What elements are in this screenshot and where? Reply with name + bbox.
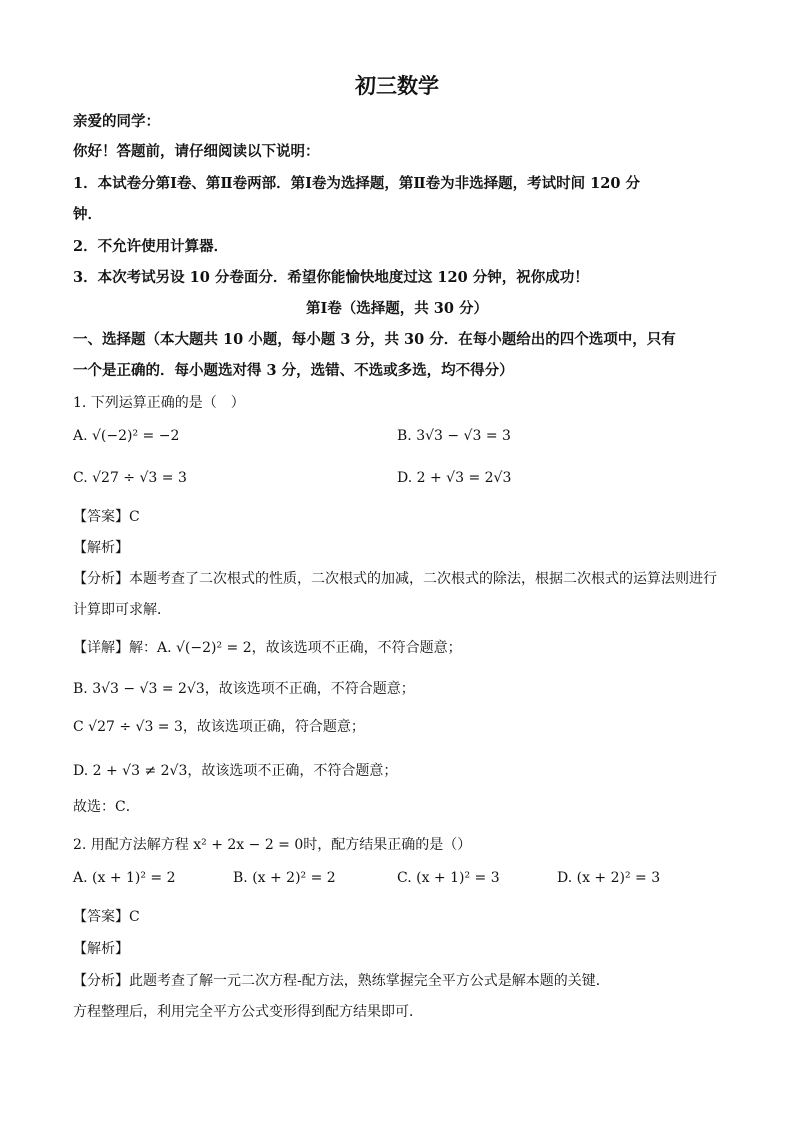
q2-option-c: C. (x + 1)² = 3 <box>397 870 500 886</box>
q1-detail-d: D. 2 + √3 ≠ 2√3，故该选项不正确，不符合题意； <box>73 763 398 779</box>
q2-analysis-line-1: 【分析】此题考查了解一元二次方程-配方法，熟练掌握完全平方公式是解本题的关键． <box>73 973 610 989</box>
q1-detail-c: C √27 ÷ √3 = 3，故该选项正确，符合题意； <box>73 719 365 735</box>
instruction-1-line-2: 钟． <box>73 206 102 223</box>
q1-analysis-line-1: 【分析】本题考查了二次根式的性质，二次根式的加减，二次根式的除法，根据二次根式的运算法则进行 <box>73 571 717 587</box>
instruction-1-line-1: 1．本试卷分第Ⅰ卷、第Ⅱ卷两部．第Ⅰ卷为选择题，第Ⅱ卷为非选择题，考试时间 120 分 <box>73 175 640 192</box>
q1-option-c: C. √27 ÷ √3 = 3 <box>73 470 187 486</box>
section-title: 第Ⅰ卷（选择题，共 30 分） <box>305 300 489 317</box>
q2-stem: 2. 用配方法解方程 x² + 2x − 2 = 0时，配方结果正确的是（） <box>73 837 472 853</box>
q2-analysis-line-2: 方程整理后，利用完全平方公式变形得到配方结果即可． <box>73 1004 423 1020</box>
q1-conclusion: 故选：C． <box>73 799 140 815</box>
part1-heading-line-2: 一个是正确的．每小题选对得 3 分，选错、不选或多选，均不得分） <box>73 362 514 379</box>
q2-answer: 【答案】C <box>73 909 140 925</box>
q1-detail-b: B. 3√3 − √3 = 2√3，故该选项不正确，不符合题意； <box>73 681 415 697</box>
instruction-3: 3．本次考试另设 10 分卷面分．希望你能愉快地度过这 120 分钟，祝你成功！ <box>73 269 589 286</box>
q1-option-a: A. √(−2)² = −2 <box>73 428 180 444</box>
q2-analysis-header: 【解析】 <box>73 941 129 957</box>
instruction-2: 2．不允许使用计算器． <box>73 238 229 255</box>
q1-analysis-header: 【解析】 <box>73 540 129 556</box>
q2-option-d: D. (x + 2)² = 3 <box>557 870 661 886</box>
page-title: 初三数学 <box>355 73 439 98</box>
q2-option-b: B. (x + 2)² = 2 <box>233 870 336 886</box>
part1-heading-line-1: 一、选择题（本大题共 10 小题，每小题 3 分，共 30 分．在每小题给出的四个选项中，只有 <box>73 331 676 348</box>
greeting: 亲爱的同学： <box>73 113 160 130</box>
q1-stem: 1. 下列运算正确的是（ ） <box>73 395 245 411</box>
q2-option-a: A. (x + 1)² = 2 <box>73 870 176 886</box>
q1-option-b: B. 3√3 − √3 = 3 <box>397 428 511 444</box>
intro-text: 你好！答题前，请仔细阅读以下说明： <box>73 143 320 160</box>
q1-analysis-line-2: 计算即可求解． <box>73 602 171 618</box>
q1-detail-a: 【详解】解：A. √(−2)² = 2，故该选项不正确，不符合题意； <box>73 640 462 656</box>
q1-option-d: D. 2 + √3 = 2√3 <box>397 470 512 486</box>
q1-answer: 【答案】C <box>73 509 140 525</box>
